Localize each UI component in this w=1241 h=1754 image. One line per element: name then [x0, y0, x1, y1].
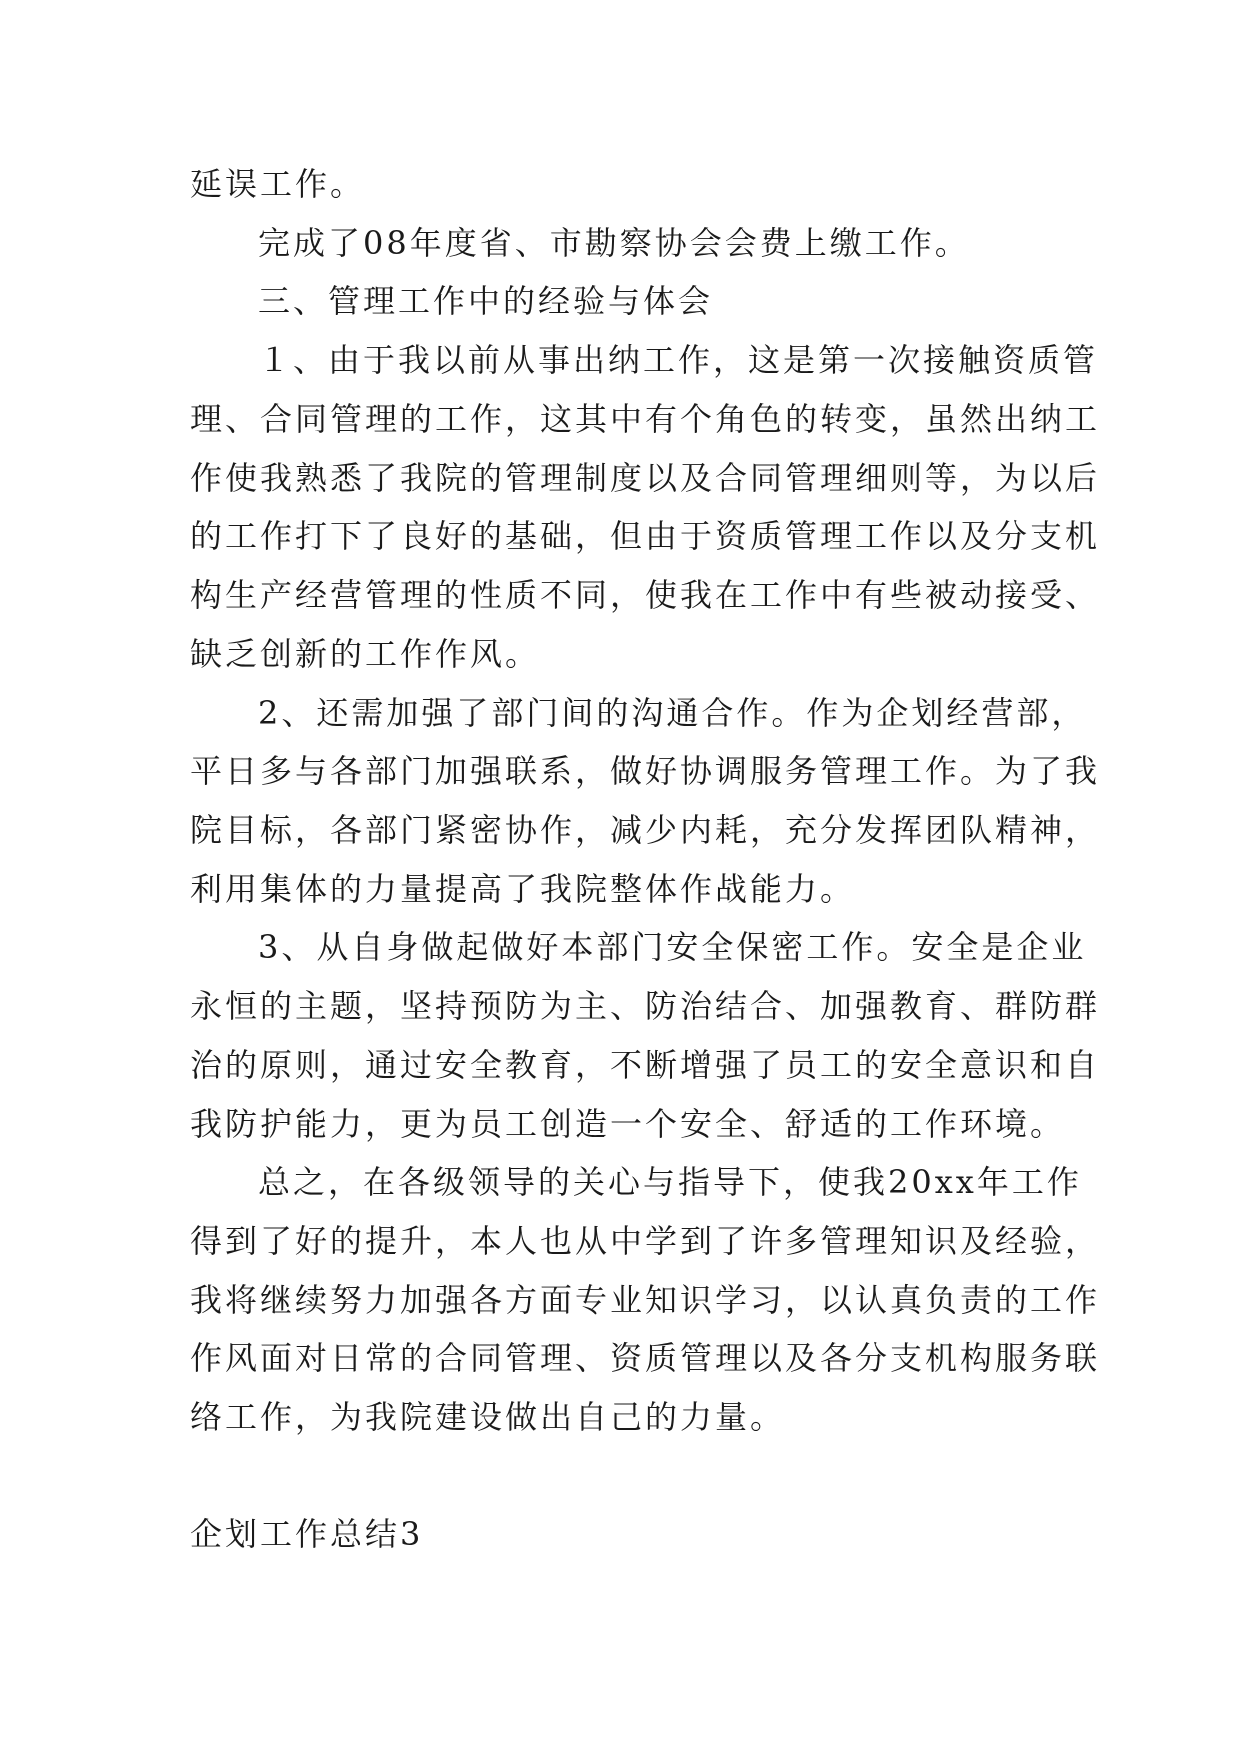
document-title: 企划工作总结3	[190, 1515, 424, 1553]
paragraph-line: 治的原则，通过安全教育，不断增强了员工的安全意识和自	[190, 1046, 1101, 1084]
paragraph-line: 平日多与各部门加强联系，做好协调服务管理工作。为了我	[190, 752, 1101, 790]
paragraph-line: 利用集体的力量提高了我院整体作战能力。	[190, 870, 856, 908]
section-heading: 三、管理工作中的经验与体会	[258, 282, 714, 320]
paragraph-line: 缺乏创新的工作作风。	[190, 635, 541, 673]
paragraph-line: 永恒的主题，坚持预防为主、防治结合、加强教育、群防群	[190, 987, 1101, 1025]
paragraph-line: １、由于我以前从事出纳工作，这是第一次接触资质管	[258, 341, 1099, 379]
paragraph-line: 院目标，各部门紧密协作，减少内耗，充分发挥团队精神，	[190, 811, 1101, 849]
paragraph-line: 延误工作。	[190, 165, 366, 203]
paragraph-line: 得到了好的提升，本人也从中学到了许多管理知识及经验，	[190, 1222, 1101, 1260]
paragraph-line: 3、从自身做起做好本部门安全保密工作。安全是企业	[258, 928, 1087, 966]
paragraph-line: 作风面对日常的合同管理、资质管理以及各分支机构服务联	[190, 1339, 1101, 1377]
paragraph-line: 完成了08年度省、市勘察协会会费上缴工作。	[258, 224, 970, 262]
paragraph-line: 理、合同管理的工作，这其中有个角色的转变，虽然出纳工	[190, 400, 1101, 438]
paragraph-line: 构生产经营管理的性质不同，使我在工作中有些被动接受、	[190, 576, 1101, 614]
paragraph-line: 的工作打下了良好的基础，但由于资质管理工作以及分支机	[190, 517, 1101, 555]
paragraph-line: 总之，在各级领导的关心与指导下，使我20xx年工作	[258, 1163, 1082, 1201]
paragraph-line: 2、还需加强了部门间的沟通合作。作为企划经营部，	[258, 694, 1087, 732]
paragraph-line: 我防护能力，更为员工创造一个安全、舒适的工作环境。	[190, 1105, 1066, 1143]
paragraph-line: 作使我熟悉了我院的管理制度以及合同管理细则等，为以后	[190, 459, 1101, 497]
paragraph-line: 我将继续努力加强各方面专业知识学习，以认真负责的工作	[190, 1281, 1101, 1319]
paragraph-line: 络工作，为我院建设做出自己的力量。	[190, 1398, 786, 1436]
